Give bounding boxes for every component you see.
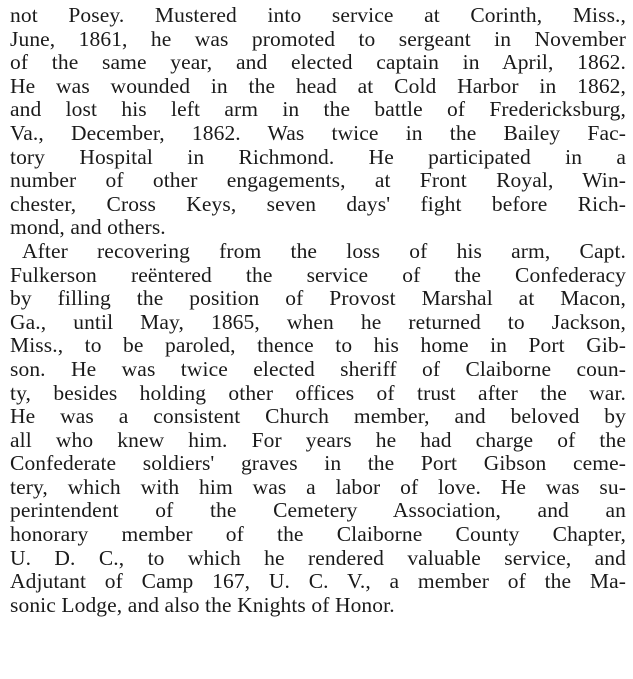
text-line: Confederate soldiers' graves in the Port Gibson ceme- bbox=[10, 451, 626, 476]
text-line: number of other engagements, at Front Royal, Win- bbox=[10, 168, 626, 193]
text-line: Fulkerson reëntered the service of the Confederacy bbox=[10, 262, 626, 287]
text-line: mond, and others. bbox=[10, 215, 166, 240]
paragraph-1 bbox=[10, 4, 626, 240]
paragraph-2 bbox=[10, 240, 626, 618]
text-line: After recovering from the loss of his arm, Capt. bbox=[22, 238, 626, 263]
document-page bbox=[10, 4, 626, 617]
text-line: tory Hospital in Richmond. He participated in a bbox=[10, 144, 626, 169]
text-line: He was wounded in the head at Cold Harbor in 1862, bbox=[10, 73, 626, 98]
text-line: Ga., until May, 1865, when he returned to Jackson, bbox=[10, 309, 626, 334]
text-line: tery, which with him was a labor of love. He was su- bbox=[10, 474, 626, 499]
text-line: by filling the position of Provost Marshal at Macon, bbox=[10, 286, 626, 311]
text-line: and lost his left arm in the battle of Fredericksburg, bbox=[10, 97, 626, 122]
text-line: honorary member of the Claiborne County Chapter, bbox=[10, 522, 626, 547]
text-line: Miss., to be paroled, thence to his home in Port Gib- bbox=[10, 333, 626, 358]
text-line: all who knew him. For years he had charge of the bbox=[10, 427, 626, 452]
text-line: He was a consistent Church member, and beloved by bbox=[10, 404, 626, 429]
text-line: ty, besides holding other offices of trust after the war. bbox=[10, 380, 626, 405]
text-line: son. He was twice elected sheriff of Claiborne coun- bbox=[10, 356, 626, 381]
text-line: Adjutant of Camp 167, U. C. V., a member of the Ma- bbox=[10, 569, 626, 594]
text-line: U. D. C., to which he rendered valuable service, and bbox=[10, 545, 626, 570]
text-line: Va., December, 1862. Was twice in the Bailey Fac- bbox=[10, 120, 626, 145]
text-line: sonic Lodge, and also the Knights of Honor. bbox=[10, 592, 395, 617]
text-line: chester, Cross Keys, seven days' fight before Rich- bbox=[10, 191, 626, 216]
text-line: perintendent of the Cemetery Association, and an bbox=[10, 498, 626, 523]
text-line: not Posey. Mustered into service at Corinth, Miss., bbox=[10, 3, 626, 27]
text-line: June, 1861, he was promoted to sergeant in November bbox=[10, 26, 626, 51]
text-line: of the same year, and elected captain in April, 1862. bbox=[10, 50, 626, 75]
